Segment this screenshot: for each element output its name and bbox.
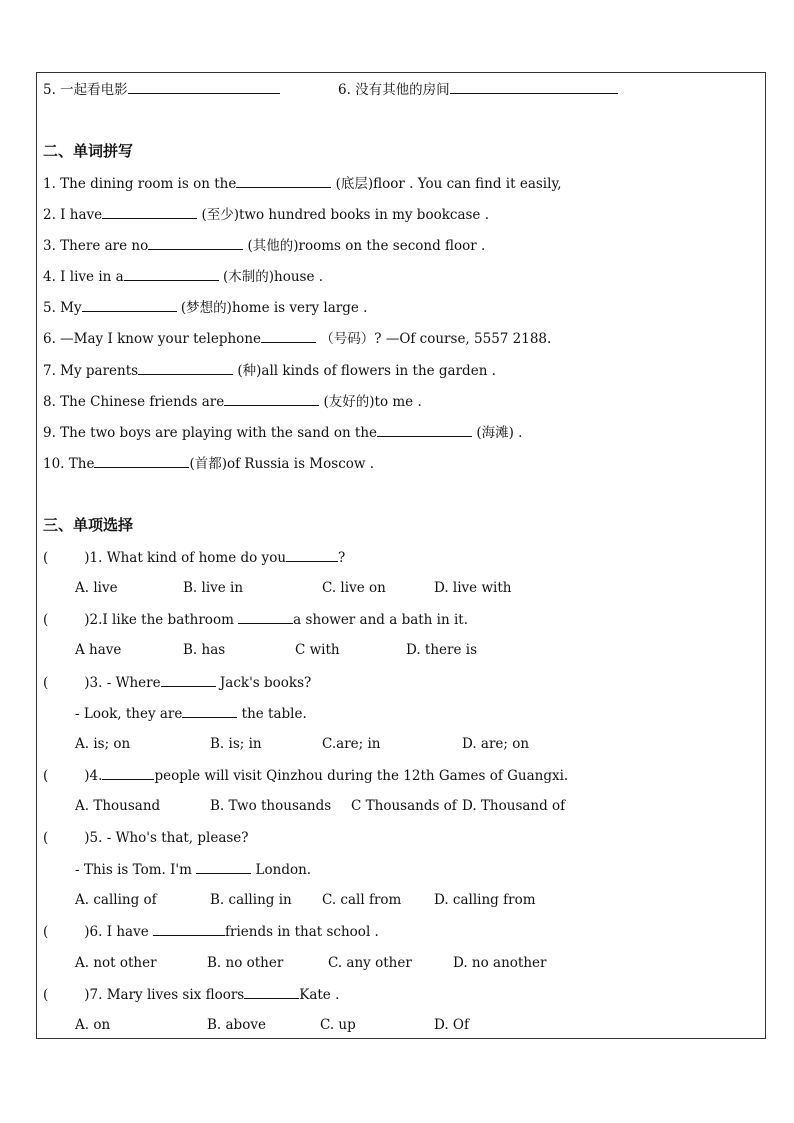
option-c[interactable]: C with (295, 642, 340, 658)
stem-text: )2.I like the bathroom (84, 612, 239, 628)
option-a[interactable]: A. live (75, 580, 118, 596)
item-text: (木制的)house . (218, 269, 324, 285)
option-b[interactable]: B. no other (207, 955, 284, 971)
option-c[interactable]: C. live on (322, 580, 386, 596)
item-text: 10. The (43, 456, 95, 472)
stem-text: friends in that school . (225, 924, 379, 940)
stem-text: )1. What kind of home do you (84, 550, 287, 566)
stem-text: the table. (237, 706, 307, 722)
option-b[interactable]: B. has (183, 642, 226, 658)
option-b[interactable]: B. live in (183, 580, 244, 596)
option-c[interactable]: C Thousands of (351, 798, 457, 814)
stem-text: a shower and a bath in it. (293, 612, 469, 628)
question-stem: ( )5. - Who's that, please? (43, 830, 249, 846)
spelling-item (43, 205, 489, 224)
translation-item-6 (338, 80, 618, 99)
option-b[interactable]: B. Two thousands (210, 798, 332, 814)
spelling-item (43, 267, 323, 286)
option-b[interactable]: B. is; in (210, 736, 262, 752)
option-a[interactable]: A. is; on (75, 736, 131, 752)
spelling-item (43, 361, 496, 380)
option-c[interactable]: C. call from (322, 892, 402, 908)
answer-blank[interactable] (161, 673, 216, 687)
translation-label-6: 6. 没有其他的房间 (338, 82, 450, 98)
stem-text: )7. Mary lives six floors (84, 987, 245, 1003)
spelling-item (43, 298, 367, 317)
answer-blank[interactable] (82, 298, 177, 312)
stem-text: people will visit Qinzhou during the 12th Games of Guangxi. (154, 768, 569, 784)
answer-blank[interactable] (94, 454, 189, 468)
item-text: (梦想的)home is very large . (176, 300, 368, 316)
item-text: 1. The dining room is on the (43, 176, 237, 192)
option-c[interactable]: C. any other (328, 955, 412, 971)
stem-text: - Look, they are (75, 706, 183, 722)
item-text: 3. There are no (43, 238, 149, 254)
translation-label-5: 5. 一起看电影 (43, 82, 128, 98)
question-dialogue-line (75, 860, 311, 879)
option-a[interactable]: A. Thousand (75, 798, 161, 814)
option-d[interactable]: D. no another (453, 955, 547, 971)
item-text: 6. —May I know your telephone (43, 331, 261, 347)
option-a[interactable]: A have (75, 642, 122, 658)
item-text: 8. The Chinese friends are (43, 394, 225, 410)
stem-text: ? (338, 550, 346, 566)
option-a[interactable]: A. not other (75, 955, 157, 971)
option-d[interactable]: D. live with (434, 580, 512, 596)
option-a[interactable]: A. on (75, 1017, 111, 1033)
spelling-item (43, 236, 485, 255)
item-text: (至少)two hundred books in my bookcase . (197, 207, 489, 223)
option-c[interactable]: C.are; in (322, 736, 381, 752)
answer-blank[interactable] (196, 860, 251, 874)
question-stem: ( )3. - Where Jack's books? (43, 675, 312, 691)
item-text: (友好的)to me . (319, 394, 422, 410)
stem-text: )3. - Where (84, 675, 161, 691)
stem-text: )6. I have (84, 924, 153, 940)
item-text: 2. I have (43, 207, 103, 223)
option-a[interactable]: A. calling of (75, 892, 157, 908)
option-d[interactable]: D. are; on (462, 736, 530, 752)
question-stem: ( )7. Mary lives six floors Kate . (43, 987, 340, 1003)
option-d[interactable]: D. Of (434, 1017, 469, 1033)
answer-blank[interactable] (153, 922, 225, 936)
stem-text: Kate . (299, 987, 340, 1003)
spelling-item (43, 423, 522, 442)
answer-blank[interactable] (377, 423, 472, 437)
option-d[interactable]: D. Thousand of (462, 798, 566, 814)
spelling-item (43, 454, 374, 473)
answer-blank[interactable] (182, 704, 237, 718)
stem-text: - This is Tom. I'm (75, 862, 197, 878)
item-text: 5. My (43, 300, 82, 316)
item-text: 4. I live in a (43, 269, 124, 285)
answer-blank[interactable] (286, 548, 338, 562)
item-text: 7. My parents (43, 363, 139, 379)
spelling-item (43, 329, 551, 348)
stem-text: London. (251, 862, 312, 878)
question-stem: ( )4. people will visit Qinzhou during the 12th Games of Guangxi. (43, 768, 569, 784)
section-heading-multiple-choice: 三、单项选择 (43, 516, 134, 534)
spelling-item (43, 174, 562, 193)
question-stem: ( )1. What kind of home do you ? (43, 550, 346, 566)
option-d[interactable]: D. calling from (434, 892, 536, 908)
question-stem: ( )6. I have friends in that school . (43, 924, 379, 940)
question-stem: ( )2.I like the bathroom a shower and a bath in it. (43, 612, 469, 628)
answer-blank[interactable] (102, 766, 154, 780)
spelling-item (43, 392, 422, 411)
option-d[interactable]: D. there is (406, 642, 478, 658)
item-text: (种)all kinds of flowers in the garden . (233, 363, 496, 379)
item-text: (其他的)rooms on the second floor . (243, 238, 486, 254)
option-b[interactable]: B. calling in (210, 892, 292, 908)
answer-blank[interactable] (236, 174, 331, 188)
answer-blank[interactable] (238, 610, 293, 624)
stem-text: Jack's books? (215, 675, 312, 691)
answer-blank[interactable] (450, 80, 618, 94)
question-dialogue-line (75, 704, 307, 723)
option-c[interactable]: C. up (320, 1017, 356, 1033)
stem-text: )4. (84, 768, 103, 784)
item-text: (首都)of Russia is Moscow . (189, 456, 375, 472)
item-text: (底层)floor . You can find it easily, (331, 176, 562, 192)
answer-blank[interactable] (138, 361, 233, 375)
answer-blank[interactable] (128, 80, 280, 94)
option-b[interactable]: B. above (207, 1017, 266, 1033)
section-heading-spelling: 二、单词拼写 (43, 142, 134, 160)
item-text: (海滩) . (472, 425, 523, 441)
item-text: 9. The two boys are playing with the sand on the (43, 425, 378, 441)
answer-blank[interactable] (261, 329, 316, 343)
answer-blank[interactable] (124, 267, 219, 281)
answer-blank[interactable] (102, 205, 197, 219)
stem-text: )5. - Who's that, please? (84, 830, 249, 846)
translation-item-5 (43, 80, 280, 99)
item-text: （号码）? —Of course, 5557 2188. (316, 331, 552, 347)
answer-blank[interactable] (224, 392, 319, 406)
answer-blank[interactable] (148, 236, 243, 250)
answer-blank[interactable] (244, 985, 299, 999)
